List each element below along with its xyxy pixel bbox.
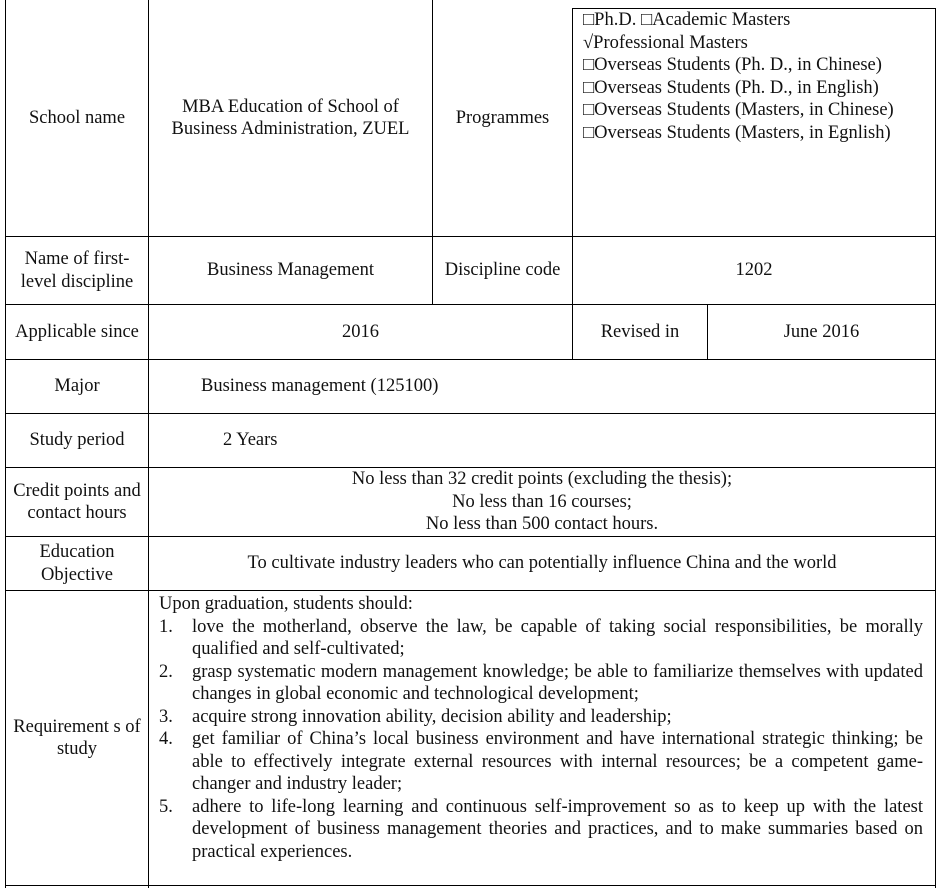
- programmes-label: Programmes: [432, 0, 572, 236]
- item-text: get familiar of China’s local business environment and have international strategic thinking; be able to effectively integrate external resources with internal resources; be a competent game-changer and industry leader;: [192, 729, 923, 794]
- programme-option: □Ph.D. □Academic Masters: [583, 10, 791, 30]
- item-number: 3.: [159, 706, 173, 727]
- item-text: acquire strong innovation ability, decision ability and leadership;: [192, 706, 672, 727]
- table-bottom-border: [5, 885, 936, 886]
- credit-line: No less than 32 credit points (excluding the thesis);: [351, 469, 733, 490]
- applicable-since-value: 2016: [148, 304, 572, 359]
- programmes-list: [572, 8, 936, 236]
- credit-line: No less than 500 contact hours.: [425, 514, 659, 535]
- discipline-code-value: 1202: [572, 236, 936, 304]
- programme-option: √Professional Masters: [583, 32, 748, 53]
- discipline-value: Business Management: [148, 236, 432, 304]
- school-name-label: School name: [5, 0, 148, 236]
- applicable-since-label: Applicable since: [5, 304, 148, 359]
- major-label: Major: [5, 359, 148, 413]
- programme-option: □Overseas Students (Ph. D., in Chinese): [583, 55, 882, 75]
- study-period-value: 2 Years: [148, 413, 936, 467]
- item-number: 4.: [159, 729, 173, 749]
- item-number: 5.: [159, 796, 173, 817]
- requirements-list: [159, 616, 923, 864]
- list-item: [159, 728, 923, 796]
- item-number: 2.: [159, 661, 173, 682]
- list-item: [159, 706, 923, 729]
- credit-label: Credit points and contact hours: [5, 467, 148, 536]
- programme-option: □Overseas Students (Ph. D., in English): [583, 77, 879, 98]
- objective-value: To cultivate industry leaders who can potentially influence China and the world: [148, 536, 936, 590]
- item-number: 1.: [159, 616, 173, 637]
- revised-label: Revised in: [572, 304, 707, 359]
- credit-value: [148, 467, 936, 536]
- objective-label: Education Objective: [5, 536, 148, 590]
- requirements-value: [148, 590, 936, 885]
- discipline-label: Name of first-level discipline: [5, 236, 148, 304]
- study-period-label: Study period: [5, 413, 148, 467]
- discipline-code-label: Discipline code: [432, 236, 572, 304]
- credit-line: No less than 16 courses;: [452, 491, 632, 512]
- major-value: Business management (125100): [148, 359, 936, 413]
- requirements-label: Requirement s of study: [5, 590, 148, 885]
- item-text: adhere to life-long learning and continuous self-improvement so as to keep up with the latest development of business management theories and practices, and to make summaries based on practical experiences.: [192, 796, 923, 862]
- item-text: love the motherland, observe the law, be capable of taking social responsibilities, be morally qualified and self-cultivated;: [192, 616, 923, 659]
- programme-option: □Overseas Students (Masters, in Egnlish): [583, 122, 891, 143]
- programme-option: □Overseas Students (Masters, in Chinese): [583, 100, 894, 120]
- requirements-intro: Upon graduation, students should:: [159, 594, 413, 614]
- school-name-value: MBA Education of School of Business Administration, ZUEL: [148, 0, 432, 236]
- revised-value: June 2016: [707, 304, 936, 359]
- list-item: [159, 796, 923, 864]
- list-item: [159, 661, 923, 706]
- item-text: grasp systematic modern management knowledge; be able to familiarize themselves with updated changes in global economic and technological development;: [192, 661, 923, 704]
- list-item: [159, 616, 923, 661]
